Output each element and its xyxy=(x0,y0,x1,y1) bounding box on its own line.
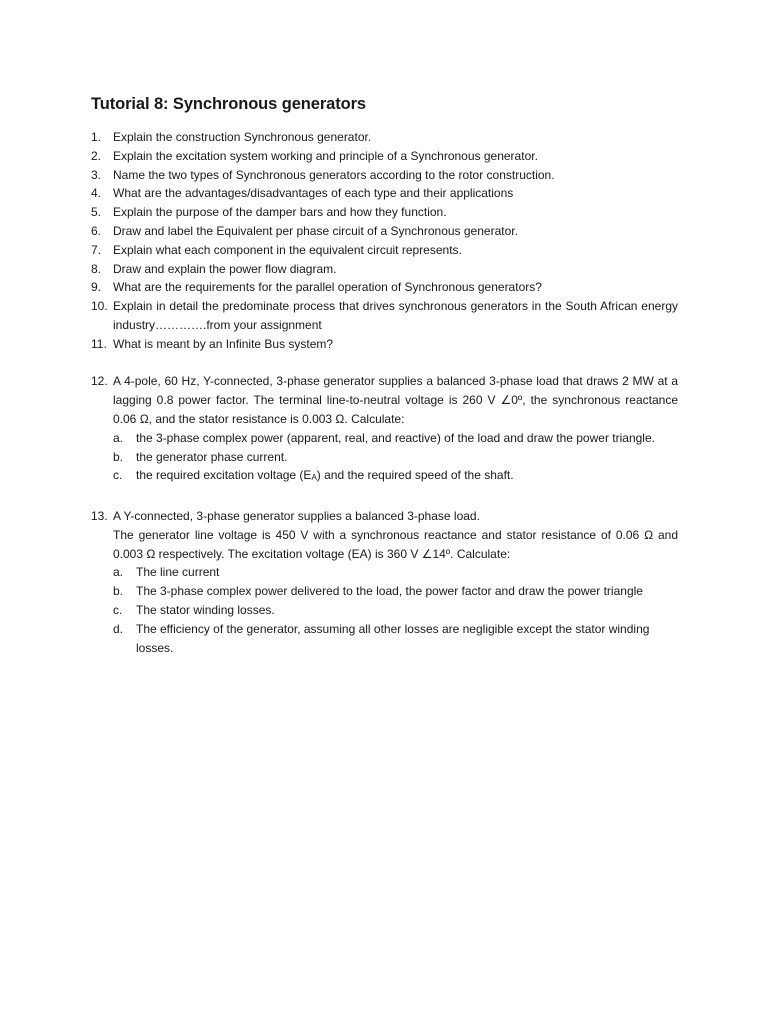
item-text: Explain the excitation system working and principle of a Synchronous generator. xyxy=(113,148,538,163)
item-number: 9. xyxy=(91,280,102,295)
sub-item-letter: c. xyxy=(113,602,123,617)
item-text: What is meant by an Infinite Bus system? xyxy=(113,336,334,351)
sub-item xyxy=(0,466,676,488)
sub-item xyxy=(0,582,676,601)
item-number: 7. xyxy=(91,242,102,257)
item-number: 5. xyxy=(91,205,102,220)
sub-item-letter: b. xyxy=(113,449,124,464)
sub-item-letter: a. xyxy=(113,430,124,445)
sub-item-text: The efficiency of the generator, assuming all other losses are negligible except the stator winding losses. xyxy=(136,621,650,655)
sub-item xyxy=(0,563,676,582)
list-item xyxy=(0,166,678,185)
item-number: 2. xyxy=(91,148,102,163)
item-number: 3. xyxy=(91,167,102,182)
item-number: 11. xyxy=(91,336,107,351)
item-text: What are the advantages/disadvantages of each type and their applications xyxy=(113,186,514,201)
list-item xyxy=(0,147,678,166)
list-item xyxy=(0,297,678,335)
item-text: A Y-connected, 3-phase generator supplies a balanced 3-phase load. xyxy=(113,508,480,523)
sub-item-text: the generator phase current. xyxy=(136,449,288,464)
list-item xyxy=(0,128,678,147)
sub-item-text: the 3-phase complex power (apparent, real, and reactive) of the load and draw the power triangle. xyxy=(136,430,655,445)
list-item xyxy=(0,260,678,279)
item-number: 13. xyxy=(91,508,108,523)
list-item xyxy=(0,184,678,203)
list-item xyxy=(0,241,678,260)
item-number: 1. xyxy=(91,130,102,144)
sub-item-letter: a. xyxy=(113,565,124,580)
item-number: 8. xyxy=(91,261,102,276)
sub-item xyxy=(0,601,676,620)
item-number: 4. xyxy=(91,186,102,201)
spacer xyxy=(0,488,768,507)
sub-item-letter: d. xyxy=(113,621,124,636)
sub-item xyxy=(0,620,676,658)
sub-item-text: The line current xyxy=(136,565,220,580)
item-text: Name the two types of Synchronous generators according to the rotor construction. xyxy=(113,167,555,182)
item-text: Explain in detail the predominate process that drives synchronous generators in the South African energy industry………….from your assignment xyxy=(113,299,678,332)
list-item xyxy=(0,278,678,297)
item-text: Explain the construction Synchronous generator. xyxy=(113,130,372,144)
sub-item-letter: b. xyxy=(113,584,124,599)
sub-item xyxy=(0,448,676,467)
spacer xyxy=(0,354,768,373)
item-text: Draw and explain the power flow diagram. xyxy=(113,261,337,276)
item-number: 12. xyxy=(91,374,108,389)
question-12 xyxy=(0,372,678,428)
sub-item-text: The stator winding losses. xyxy=(136,602,275,617)
document-title: Tutorial 8: Synchronous generators xyxy=(91,95,367,113)
sub-item-text: The 3-phase complex power delivered to the load, the power factor and draw the power triangle xyxy=(136,584,643,599)
list-item xyxy=(0,335,678,354)
sub-item-text-after: ) and the required speed of the shaft. xyxy=(316,468,514,483)
sub-item xyxy=(0,429,676,448)
item-text: Explain the purpose of the damper bars and how they function. xyxy=(113,205,447,220)
question-13 xyxy=(0,507,678,526)
sub-item-text-before: the required excitation voltage (E xyxy=(136,468,312,483)
list-item xyxy=(0,222,678,241)
item-text: Explain what each component in the equivalent circuit represents. xyxy=(113,242,462,257)
item-number: 6. xyxy=(91,223,102,238)
list-item xyxy=(0,203,678,222)
question-13-body: The generator line voltage is 450 V with a synchronous reactance and stator resistance of 0.06 Ω and 0.003 Ω respectively. The excitation voltage (EA) is 360 V ∠14º. Calculate: xyxy=(113,527,678,561)
item-text: Draw and label the Equivalent per phase circuit of a Synchronous generator. xyxy=(113,223,518,238)
question-list xyxy=(0,128,768,657)
subscript: A xyxy=(311,473,317,483)
item-text: A 4-pole, 60 Hz, Y-connected, 3-phase generator supplies a balanced 3-phase load that draws 2 MW at a lagging 0.8 power factor. The terminal line-to-neutral voltage is 260 V ∠0º, the synchronous reactance 0.06 Ω, and the stator resistance is 0.003 Ω. Calculate: xyxy=(113,374,678,426)
item-number: 10. xyxy=(91,299,108,314)
item-text: What are the requirements for the parallel operation of Synchronous generators? xyxy=(113,280,542,295)
sub-item-letter: c. xyxy=(113,468,123,483)
